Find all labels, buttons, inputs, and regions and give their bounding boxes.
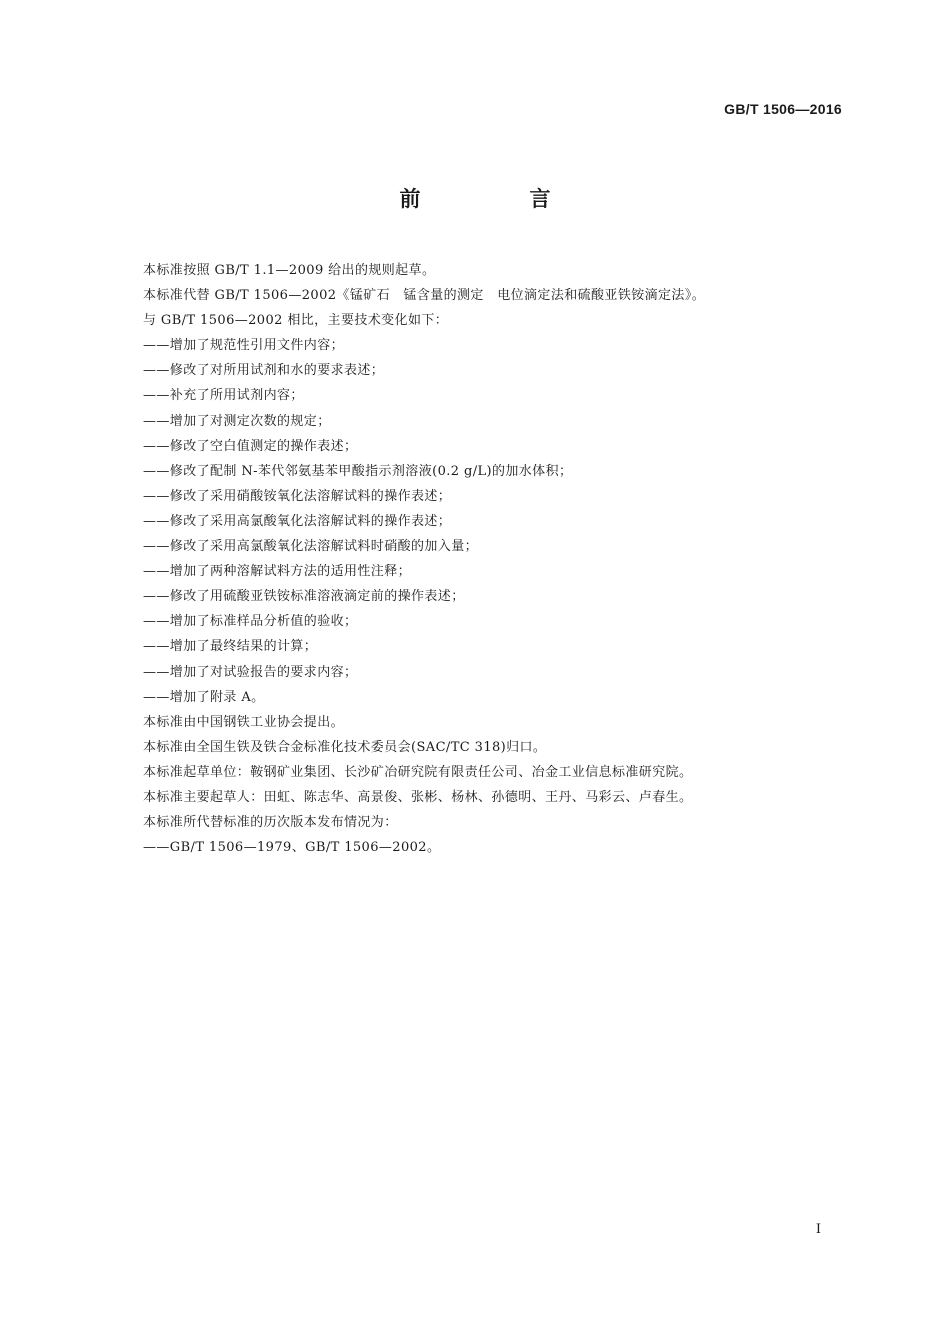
change-item: ——增加了规范性引用文件内容；	[143, 338, 345, 354]
paragraph-line: 本标准按照 GB/T 1.1—2009 给出的规则起草。	[143, 263, 436, 278]
change-item: ——修改了采用高氯酸氧化法溶解试料的操作表述；	[143, 513, 452, 529]
change-item: ——修改了采用硝酸铵氧化法溶解试料的操作表述；	[143, 488, 452, 504]
change-item: ——增加了两种溶解试料方法的适用性注释；	[143, 564, 412, 580]
paragraph-line: 本标准由中国钢铁工业协会提出。	[143, 714, 345, 730]
change-item: ——增加了对测定次数的规定；	[143, 413, 331, 429]
change-item: ——补充了所用试剂内容；	[143, 388, 304, 404]
page-number: I	[815, 1222, 821, 1237]
page-title: 前 言	[399, 187, 595, 211]
change-item: ——增加了最终结果的计算；	[143, 639, 318, 655]
change-item: ——修改了配制 N-苯代邻氨基苯甲酸指示剂溶液(0.2 g/L)的加水体积；	[143, 463, 573, 479]
change-item: ——增加了对试验报告的要求内容；	[143, 664, 358, 680]
paragraph-line: 与 GB/T 1506—2002 相比，主要技术变化如下：	[143, 313, 449, 329]
change-item: ——增加了标准样品分析值的验收；	[143, 614, 358, 630]
paragraph-line: 本标准起草单位：鞍钢矿业集团、长沙矿冶研究院有限责任公司、冶金工业信息标准研究院。	[143, 764, 693, 780]
change-item: ——增加了附录 A。	[143, 689, 265, 705]
paragraph-line: 本标准代替 GB/T 1506—2002《锰矿石 锰含量的测定 电位滴定法和硫酸亚铁铵滴定法》。	[143, 288, 706, 304]
change-item: ——修改了用硫酸亚铁铵标准溶液滴定前的操作表述；	[143, 589, 465, 605]
paragraph-line: 本标准主要起草人：田虹、陈志华、高景俊、张彬、杨林、孙德明、王丹、马彩云、卢春生。	[143, 789, 693, 805]
standard-code: GB/T 1506—2016	[724, 101, 842, 117]
change-item: ——修改了空白值测定的操作表述；	[143, 438, 358, 454]
change-item: ——修改了采用高氯酸氧化法溶解试料时硝酸的加入量；	[143, 539, 479, 555]
paragraph-line: 本标准所代替标准的历次版本发布情况为：	[143, 815, 398, 831]
change-item: ——GB/T 1506—1979、GB/T 1506—2002。	[143, 840, 441, 856]
paragraph-line: 本标准由全国生铁及铁合金标准化技术委员会(SAC/TC 318)归口。	[143, 739, 547, 755]
foreword-body	[143, 258, 843, 860]
change-item: ——修改了对所用试剂和水的要求表述；	[143, 363, 385, 379]
